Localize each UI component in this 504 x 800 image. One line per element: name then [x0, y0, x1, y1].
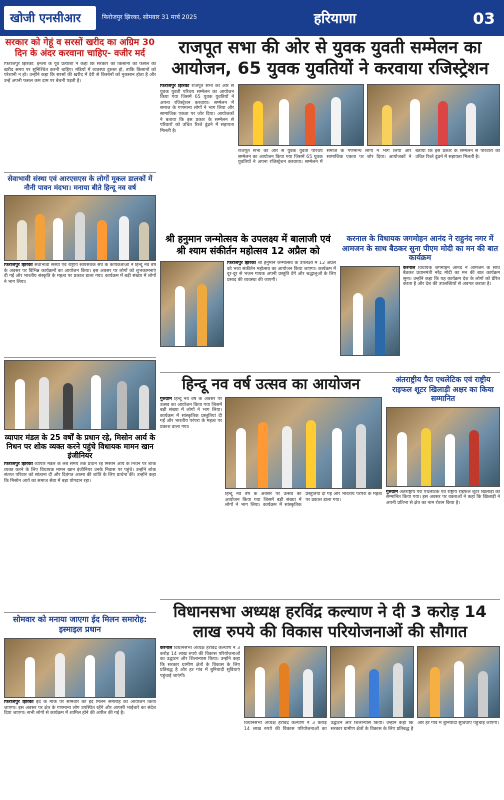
news-photo	[386, 407, 500, 487]
story-headline: श्री हनुमान जन्मोत्सव के उपलक्ष्य में बालाजी एवं श्री श्याम संकीर्तन महोत्सव 12 अप्रैल को	[165, 234, 331, 257]
story-rajput-sabha	[160, 38, 500, 234]
story-body: सेवाभावी संस्था एवं राष्ट्रीय स्वयंसेवक संघ के कार्यकर्ताओं ने हिन्दू नव वर्ष के अवसर पर विभिन्न कार्यक्रमों का आयोजन किया। इस अवसर पर लोगों को शुभकामनाएं दी गईं और भारतीय संस्कृति के महत्व पर प्रकाश डाला गया। कार्यक्रम में बड़ी संख्या में लोगों ने भाग लिया।	[4, 263, 156, 285]
story-body: विधानसभा अध्यक्ष हरविंद्र कल्याण ने 3 करोड़ 14 लाख रुपये की विकास परियोजनाओं का उद्घाटन और शिलान्यास किया। उन्होंने कहा कि सरकार ग्रामीण क्षेत्रों के विकास के लिए प्रतिबद्ध है और हर गांव में बुनियादी सुविधाएं पहुंचाई जाएंगी।	[160, 646, 240, 679]
story-body-continued: विधानसभा अध्यक्ष हरविंद्र कल्याण ने 3 करोड़ 14 लाख रुपये की विकास परियोजनाओं का उद्घाटन और शिलान्यास किया। उन्होंने कहा कि सरकार ग्रामीण क्षेत्रों के विकास के लिए प्रतिबद्ध है और हर गांव में बुनियादी सुविधाएं पहुंचाई जाएंगी।	[244, 721, 499, 732]
story-headline: सोमवार को मनाया जाएगा ईद मिलन समारोह: इस्माइल प्रधान	[13, 615, 147, 634]
news-photo	[4, 638, 156, 698]
story-para-athlete	[386, 375, 500, 597]
story-headline: हिन्दू नव वर्ष उत्सव का आयोजन	[181, 375, 360, 393]
dateline: फिरोजपुर झिरका	[4, 462, 33, 467]
story-hindu-nav-varsh	[160, 375, 382, 597]
news-photo	[330, 646, 413, 718]
dateline: फिरोजपुर झिरका	[4, 700, 34, 705]
dateline: फिरोजपुर झिरका	[160, 84, 190, 89]
story-body-continued: राजपूत सभा की ओर से युवक युवती परिचय सम्मेलन का आयोजन किया गया जिसमें 65 युवक युवतियों ने अपना रजिस्ट्रेशन करवाया। सम्मेलन में समाज के गणमान्य लोगों ने भाग लिया और सामाजिक एकता पर जोर दिया। आयोजकों ने बताया कि इस प्रकार के सम्मेलन से परिवारों को उचित रिश्ते ढूंढने में सहायता मिलती है।	[238, 149, 500, 166]
story-hindu-new-year-org	[4, 175, 156, 355]
story-body: हिन्दू नव वर्ष के अवसर पर उत्सव का आयोजन किया गया जिसमें बड़ी संख्या में लोगों ने भाग लिया। कार्यक्रम में सांस्कृतिक प्रस्तुतियां दी गईं और भारतीय परंपरा के महत्व पर प्रकाश डाला गया।	[160, 397, 222, 430]
story-vyapar-mandal	[4, 360, 156, 610]
dateline: करनाल	[160, 646, 173, 651]
dateline: गुरुग्राम	[386, 489, 398, 495]
news-photo	[244, 646, 327, 718]
dateline: करनाल	[403, 265, 416, 271]
story-hanuman-jayanti	[160, 234, 336, 370]
story-body: अंतराष्ट्रीय पैरा एथलेटिक एवं राष्ट्रीय राइफल शूटर खिलाड़ी को सम्मानित किया गया। इस अवसर पर वक्ताओं ने कहा कि खिलाड़ी ने अपनी प्रतिभा से क्षेत्र का नाम रोशन किया है।	[386, 489, 500, 506]
story-headline: सेवाभावी संस्था एवं आरएसएस के लोगों मूकल डालकों में नौनी पावन मंदभा। मनाया बीते हिन्दू नव वर्ष	[7, 175, 153, 192]
news-photo	[4, 360, 156, 430]
dateline: फिरोजपुर झिरका	[227, 261, 256, 266]
news-photo	[417, 646, 500, 718]
news-photo	[225, 397, 382, 489]
story-headline: अंतराष्ट्रीय पैरा एथलेटिक एवं राष्ट्रीय राइफल शूटर खिलाड़ी अक्षर का किया सम्मानित	[392, 375, 494, 403]
news-photo	[340, 266, 400, 356]
date-line: फिरोजपुर झिरका, सोमवार 31 मार्च 2025	[102, 14, 198, 21]
story-body: ईद के मौके पर सोमवार को ईद मिलन समारोह का आयोजन किया जाएगा। इस अवसर पर क्षेत्र के गणमान्य लोग उपस्थित रहेंगे और आपसी भाईचारे का संदेश दिया जाएगा। सभी लोगों से कार्यक्रम में शामिल होने की अपील की गई है।	[4, 700, 156, 717]
story-headline: सरकार को गेहूं व सरसों खरीद का अग्रिम 30 दिन के अंदर करवाना चाहिए- वजीर मर्द	[5, 38, 155, 59]
story-body: व्यापार मंडल के लंबे समय तक प्रधान रहे मिसोन आर्य के निधन पर शोक व्यक्त करने के लिए विधायक मामन खान इंजीनियर उनके निवास पर पहुंचे। उन्होंने शोक संतप्त परिवार को सांत्वना दी और दिवंगत आत्मा की शांति के लिए प्रार्थना की। उन्होंने कहा कि मिसोन आर्य का समाज सेवा में बड़ा योगदान रहा।	[4, 462, 156, 484]
paper-name: खोजी एनसीआर	[4, 6, 96, 30]
news-photo	[160, 261, 224, 347]
story-headline: करनाल के विधायक जगमोहन आनंद ने राहुनंद नगर में आमजन के साथ बैठकर सुना पीएम मोदी का मन की बात कार्यक्रम	[342, 234, 498, 262]
news-photo	[4, 195, 156, 261]
news-photo	[238, 84, 364, 146]
story-vidhan-sabha-projects	[160, 602, 500, 798]
masthead	[0, 0, 504, 36]
dateline: गुरुग्राम	[160, 397, 172, 402]
story-wheat-procurement	[4, 38, 156, 170]
story-eid-milan	[4, 615, 156, 800]
story-body: श्री हनुमान जन्मोत्सव के उपलक्ष्य में 12 अप्रैल को भव्य संकीर्तन महोत्सव का आयोजन किया जाएगा। कार्यक्रम में दूर-दूर से भजन गायक अपनी प्रस्तुति देंगे और श्रद्धालुओं के लिए प्रसाद की व्यवस्था की जाएगी।	[227, 261, 336, 283]
story-body: राजपूत सभा की ओर से युवक युवती परिचय सम्मेलन का आयोजन किया गया जिसमें 65 युवक युवतियों ने अपना रजिस्ट्रेशन करवाया। सम्मेलन में समाज के गणमान्य लोगों ने भाग लिया और सामाजिक एकता पर जोर दिया। आयोजकों ने बताया कि इस प्रकार के सम्मेलन से परिवारों को उचित रिश्ते ढूंढने में सहायता मिलती है।	[160, 84, 234, 134]
page-number: 03	[472, 8, 496, 28]
story-mann-ki-baat	[340, 234, 500, 370]
right-area	[160, 38, 500, 798]
dateline: फिरोजपुर झिरका	[4, 263, 33, 268]
story-body: फिरोजपुर झिरका: इनेलो के पूर्व प्रत्याशी ने कहा कि सरकार को किसानों की फसल की खरीद समय पर सुनिश्चित करनी चाहिए। मंडियों में व्यवस्था दुरुस्त हो, ताकि किसानों को परेशानी न हो। उन्होंने कहा कि सरसों की खरीद में देरी से किसानों को नुकसान होता है और उन्हें अपनी फसल कम दाम पर बेचनी पड़ती है।	[4, 62, 156, 84]
lead-headline: राजपूत सभा की ओर से युवक युवती सम्मेलन का आयोजन, 65 युवक युवतियों ने करवाया रजिस्ट्रेशन	[171, 38, 489, 79]
story-body-continued: हिन्दू नव वर्ष के अवसर पर उत्सव का आयोजन किया गया जिसमें बड़ी संख्या में लोगों ने भाग लिया। कार्यक्रम में सांस्कृतिक प्रस्तुतियां दी गईं और भारतीय परंपरा के महत्व पर प्रकाश डाला गया।	[225, 492, 382, 509]
story-body: विधायक जगमोहन आनंद ने आमजन के साथ बैठकर प्रधानमंत्री नरेंद्र मोदी का मन की बात कार्यक्रम सुना। उन्होंने कहा कि यह कार्यक्रम देश के लोगों को प्रेरित करता है और देश की उपलब्धियों से अवगत कराता है।	[403, 265, 500, 288]
story-headline: विधानसभा अध्यक्ष हरविंद्र कल्याण ने दी 3 करोड़ 14 लाख रुपये की विकास परियोजनाओं की सौगात	[173, 602, 487, 641]
left-column	[4, 38, 156, 798]
section-title: हरियाणा	[313, 10, 357, 27]
news-photo	[367, 84, 500, 146]
story-headline: व्यापार मंडल के 25 वर्षों के प्रधान रहे, मिसोन आर्य के निधन पर शोक व्यक्त करने पहुंचे विधायक मामन खान इंजीनियर	[4, 433, 156, 460]
